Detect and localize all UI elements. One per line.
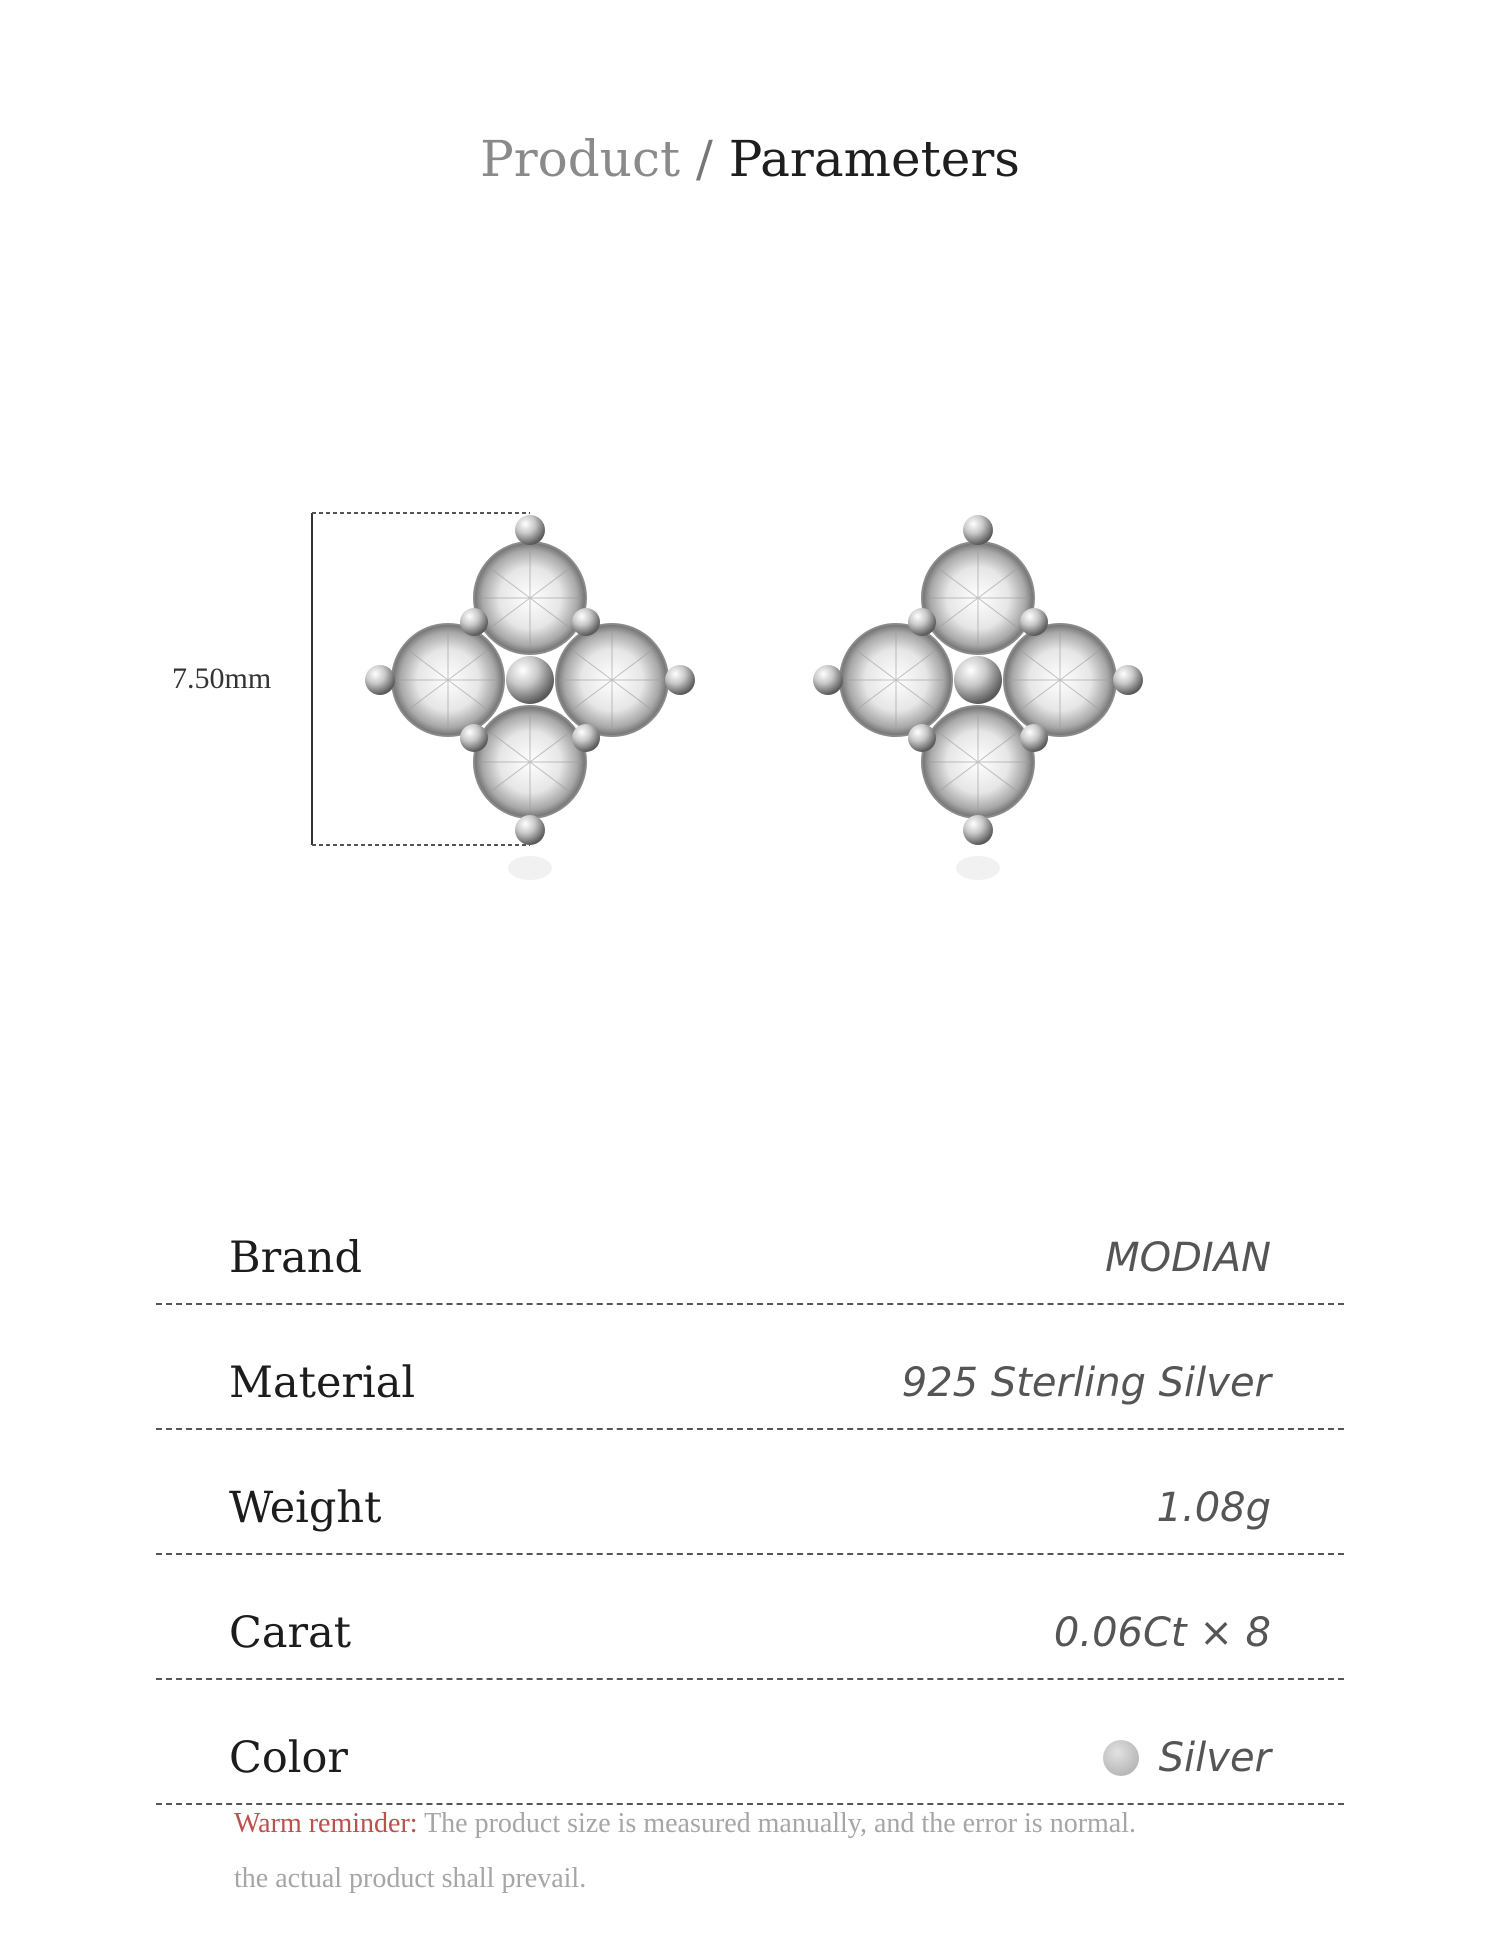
parameters-table: [156, 1180, 1344, 1805]
param-value: 925 Sterling Silver: [901, 1360, 1271, 1406]
param-value: MODIAN: [1105, 1235, 1271, 1281]
title-separator: /: [695, 130, 713, 188]
color-value-text: Silver: [1158, 1735, 1271, 1781]
reminder-text-1: The product size is measured manually, and the error is normal.: [424, 1808, 1137, 1839]
reminder-text-2: the actual product shall prevail.: [234, 1863, 587, 1894]
param-row-weight: [156, 1430, 1344, 1555]
param-value: 0.06Ct × 8: [1053, 1610, 1271, 1656]
param-label: Brand: [229, 1233, 363, 1283]
warm-reminder: [234, 1796, 1334, 1906]
param-row-color: [156, 1680, 1344, 1805]
color-swatch: [1103, 1740, 1139, 1776]
reminder-prefix: Warm reminder:: [234, 1808, 418, 1839]
title-product: Product: [480, 130, 681, 188]
reminder-line-1: [234, 1796, 1334, 1851]
param-label: Weight: [229, 1483, 382, 1533]
param-row-brand: [156, 1180, 1344, 1305]
param-value: 1.08g: [1156, 1485, 1271, 1531]
param-label: Material: [229, 1358, 416, 1408]
right-earring: [813, 515, 1143, 880]
left-earring: [365, 515, 695, 880]
param-label: Carat: [229, 1608, 352, 1658]
param-row-material: [156, 1305, 1344, 1430]
earrings-image: [0, 0, 1500, 960]
param-label: Color: [229, 1733, 348, 1783]
param-value-color: [1103, 1735, 1271, 1781]
title-parameters: Parameters: [728, 130, 1020, 188]
dimension-label: 7.50mm: [172, 662, 272, 695]
param-row-carat: [156, 1555, 1344, 1680]
